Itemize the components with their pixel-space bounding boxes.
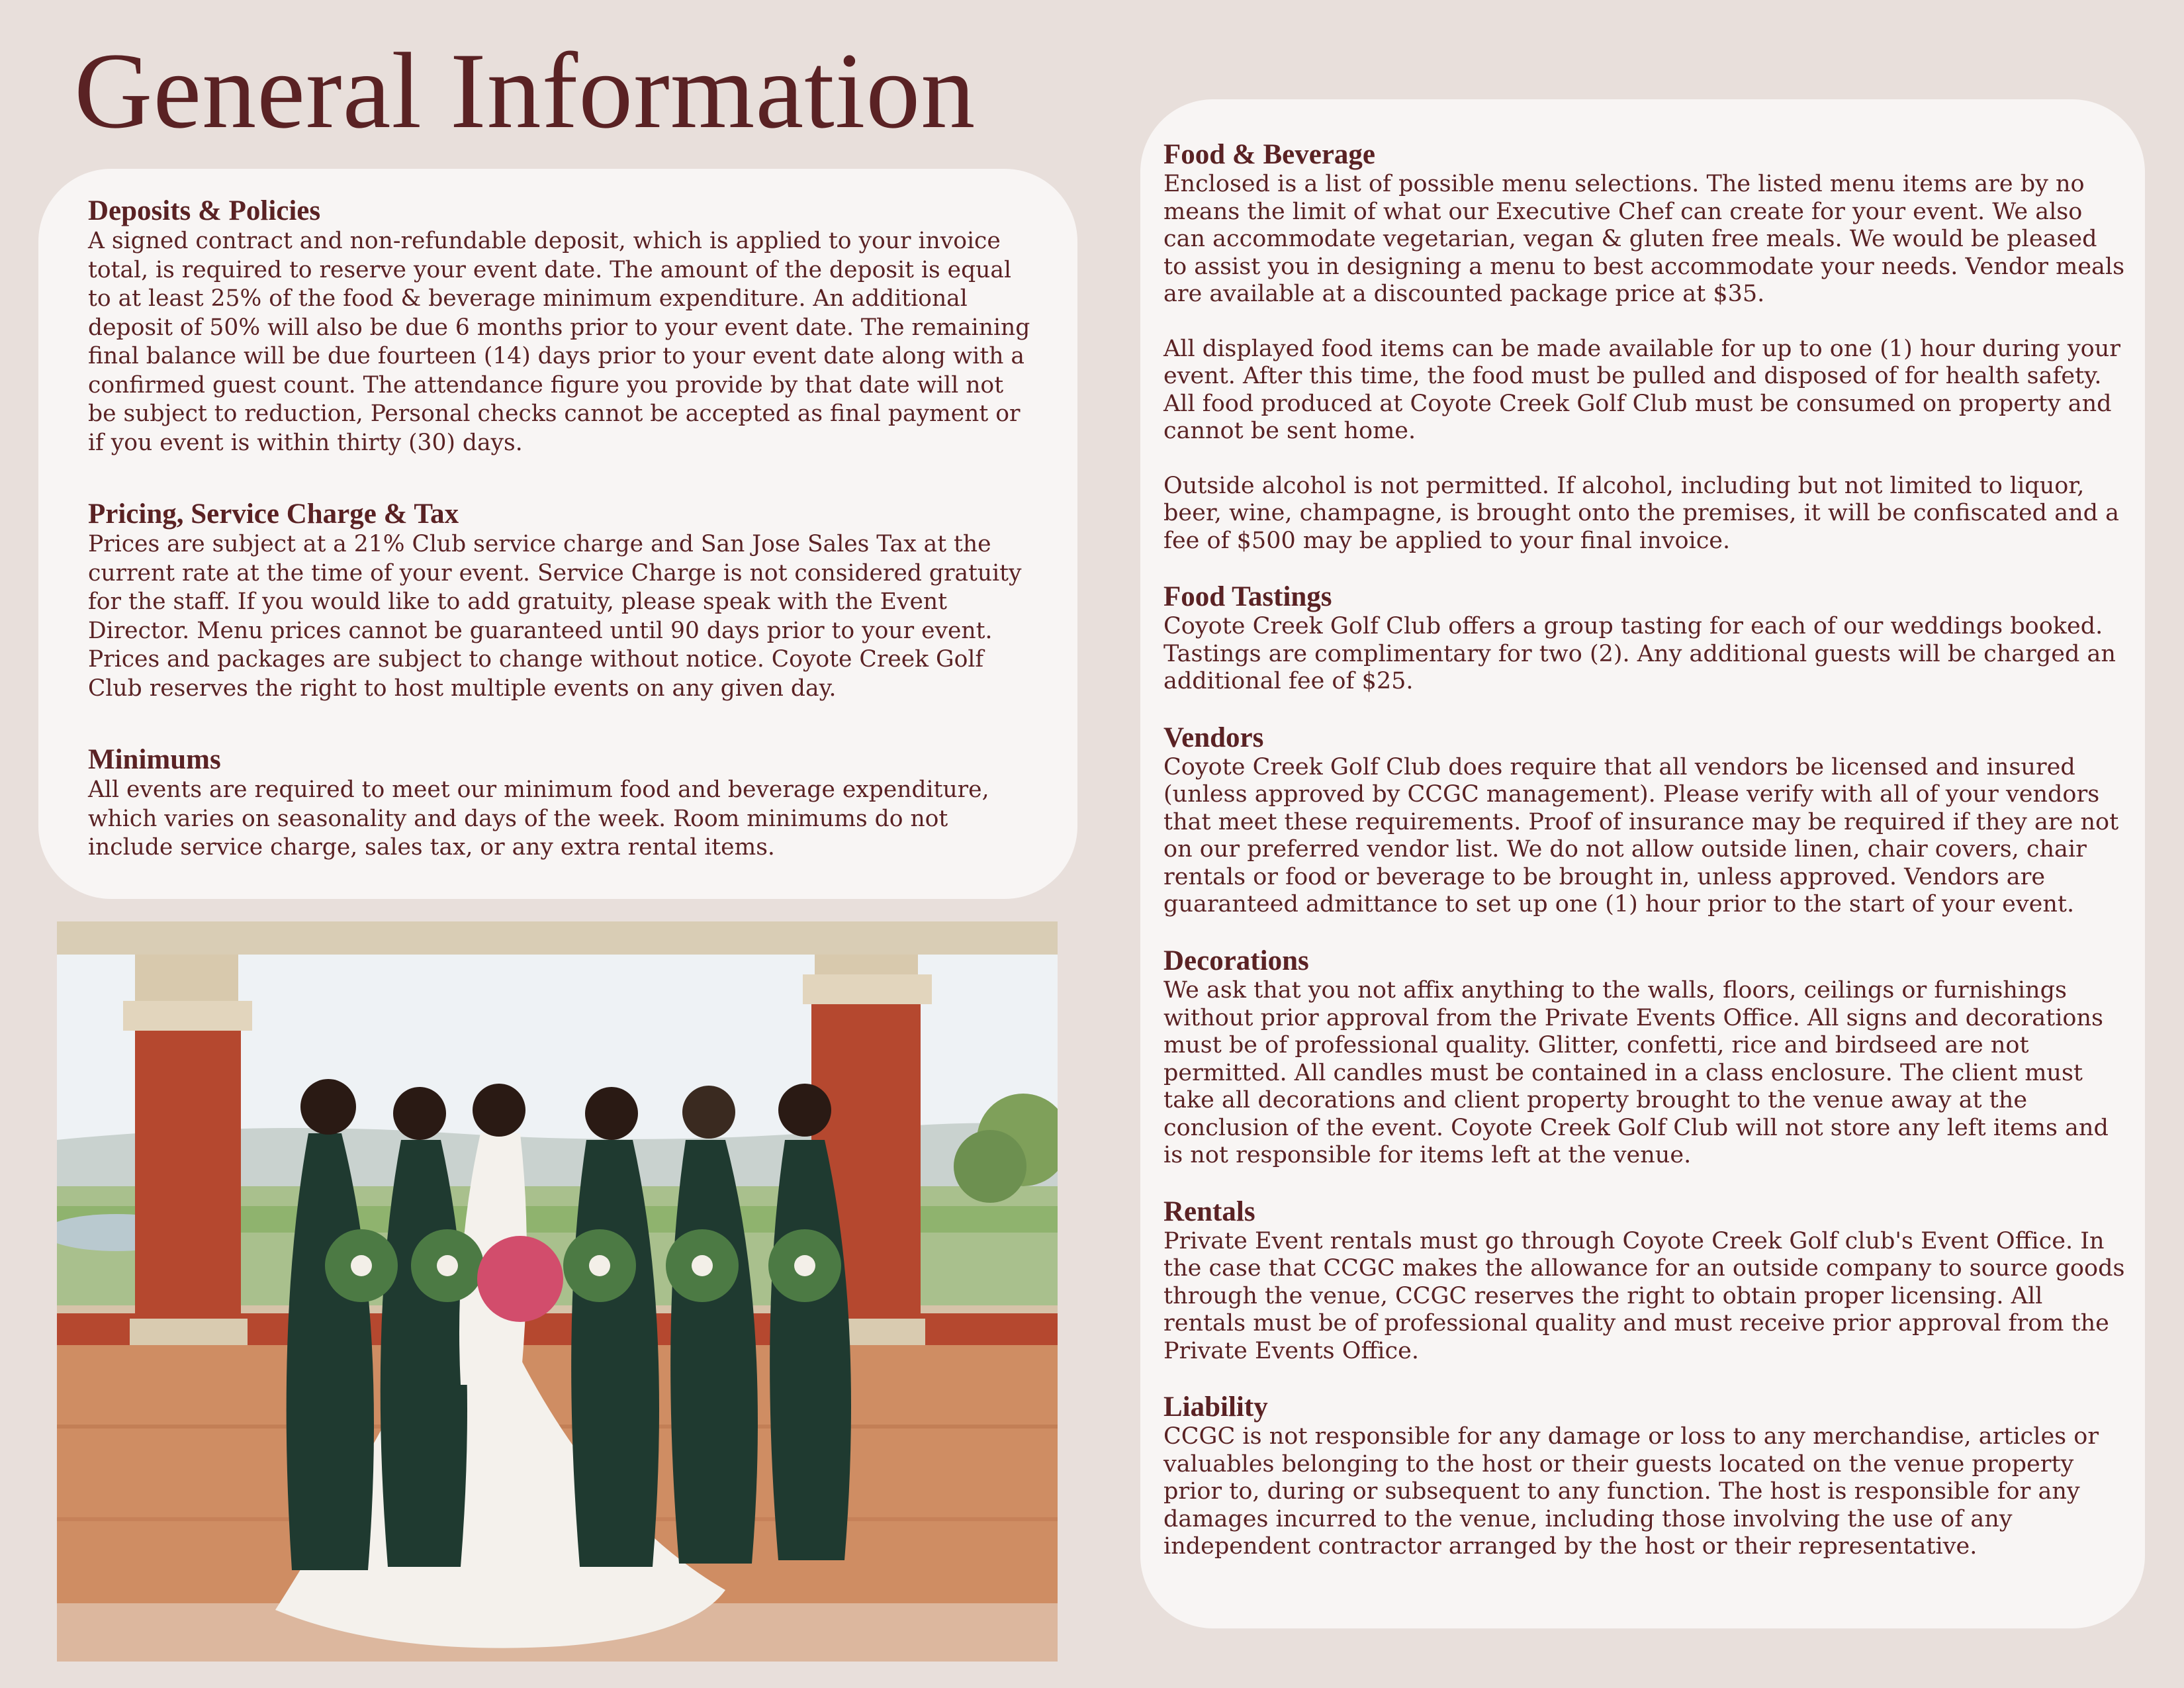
rentals-text: Private Event rentals must go through Coyote Creek Golf club's Event Office. In the case that CCGC makes the allowance for an outside company to source goods through the venue, CCGC reserves the right to obtain proper licensing. All rentals must be of professional quality and must receive prior approval from the Private Events Office.	[1163, 1227, 2125, 1364]
food-beverage-section	[1163, 139, 2125, 555]
deposits-policies-card	[38, 169, 1077, 899]
minimums-text: All events are required to meet our minimum food and beverage expenditure, which varies on seasonality and days of the week. Room minimums do not include service charge, sales tax, or any extra rental items.	[88, 776, 989, 861]
deposits-heading: Deposits & Policies	[88, 195, 321, 226]
rentals-section	[1163, 1196, 2125, 1366]
bridal-party-photo	[57, 921, 1058, 1662]
food-tastings-section	[1163, 581, 2125, 696]
liability-heading: Liability	[1163, 1391, 1268, 1423]
food-beverage-card	[1140, 99, 2145, 1628]
pricing-section	[88, 498, 1038, 703]
vendors-text: Coyote Creek Golf Club does require that all vendors be licensed and insured (unless approved by CCGC management). Please verify with all of your vendors that meet these requirements. Proof of insurance may be required if they are not on our preferred vendor list. We do not allow outside linen, chair covers, chair rentals or food or beverage to be brought in, unless approved. Vendors are guaranteed admittance to set up one (1) hour prior to the start of your event.	[1163, 753, 2119, 918]
vendors-section	[1163, 722, 2125, 919]
page-title: General Information	[74, 31, 976, 151]
food-beverage-paragraph-1: Enclosed is a list of possible menu selections. The listed menu items are by no means the limit of what our Executive Chef can create for your event. We also can accommodate vegetarian, vegan & gluten free meals. We would be pleased to assist you in designing a menu to best accommodate your needs. Vendor meals are available at a discounted package price at $35.	[1163, 171, 2125, 308]
deposits-section	[88, 195, 1038, 457]
food-beverage-heading: Food & Beverage	[1163, 139, 1376, 170]
decorations-heading: Decorations	[1163, 945, 1309, 976]
food-tastings-text: Coyote Creek Golf Club offers a group tasting for each of our weddings booked. Tastings are complimentary for two (2). Any additional guests will be charged an additional fee of $25.	[1163, 613, 2116, 695]
rentals-heading: Rentals	[1163, 1196, 1255, 1227]
decorations-text: We ask that you not affix anything to the walls, floors, ceilings or furnishings without prior approval from the Private Events Office. All signs and decorations must be of professional quality. Glitter, confetti, rice and birdseed are not permitted. All candles must be contained in a class enclosure. The client must take all decorations and client property brought to the venue away at the conclusion of the event. Coyote Creek Golf Club will not store any left items and is not responsible for items left at the venue.	[1163, 977, 2109, 1169]
food-tastings-heading: Food Tastings	[1163, 581, 1332, 613]
decorations-section	[1163, 945, 2125, 1170]
pricing-heading: Pricing, Service Charge & Tax	[88, 498, 459, 530]
liability-section	[1163, 1391, 2125, 1561]
vendors-heading: Vendors	[1163, 722, 1264, 753]
liability-text: CCGC is not responsible for any damage or loss to any merchandise, articles or valuables belonging to the host or their guests located on the venue property prior to, during or subsequent to any function. The host is responsible for any damages incurred to the venue, including those involving the use of any independent contractor arranged by the host or their representative.	[1163, 1423, 2099, 1560]
food-beverage-paragraph-2: All displayed food items can be made available for up to one (1) hour during your event. After this time, the food must be pulled and disposed of for health safety. All food produced at Coyote Creek Golf Club must be consumed on property and cannot be sent home.	[1163, 335, 2121, 445]
pricing-text: Prices are subject at a 21% Club service charge and San Jose Sales Tax at the current rate at the time of your event. Service Charge is not considered gratuity for the staff. If you would like to add gratuity, please speak with the Event Director. Menu prices cannot be guaranteed until 90 days prior to your event. Prices and packages are subject to change without notice. Coyote Creek Golf Club reserves the right to host multiple events on any given day.	[88, 531, 1022, 702]
minimums-section	[88, 744, 1038, 863]
deposits-text: A signed contract and non-refundable deposit, which is applied to your invoice total, is required to reserve your event date. The amount of the deposit is equal to at least 25% of the food & beverage minimum expenditure. An additional deposit of 50% will also be due 6 months prior to your event date. The remaining final balance will be due fourteen (14) days prior to your event date along with a confirmed guest count. The attendance figure you provide by that date will not be subject to reduction, Personal checks cannot be accepted as final payment or if you event is within thirty (30) days.	[88, 228, 1030, 456]
bridal-party-illustration	[57, 921, 1058, 1662]
food-beverage-paragraph-3: Outside alcohol is not permitted. If alcohol, including but not limited to liquor, beer, wine, champagne, is brought onto the premises, it will be confiscated and a fee of $500 may be applied to your final invoice.	[1163, 472, 2120, 554]
minimums-heading: Minimums	[88, 744, 221, 776]
